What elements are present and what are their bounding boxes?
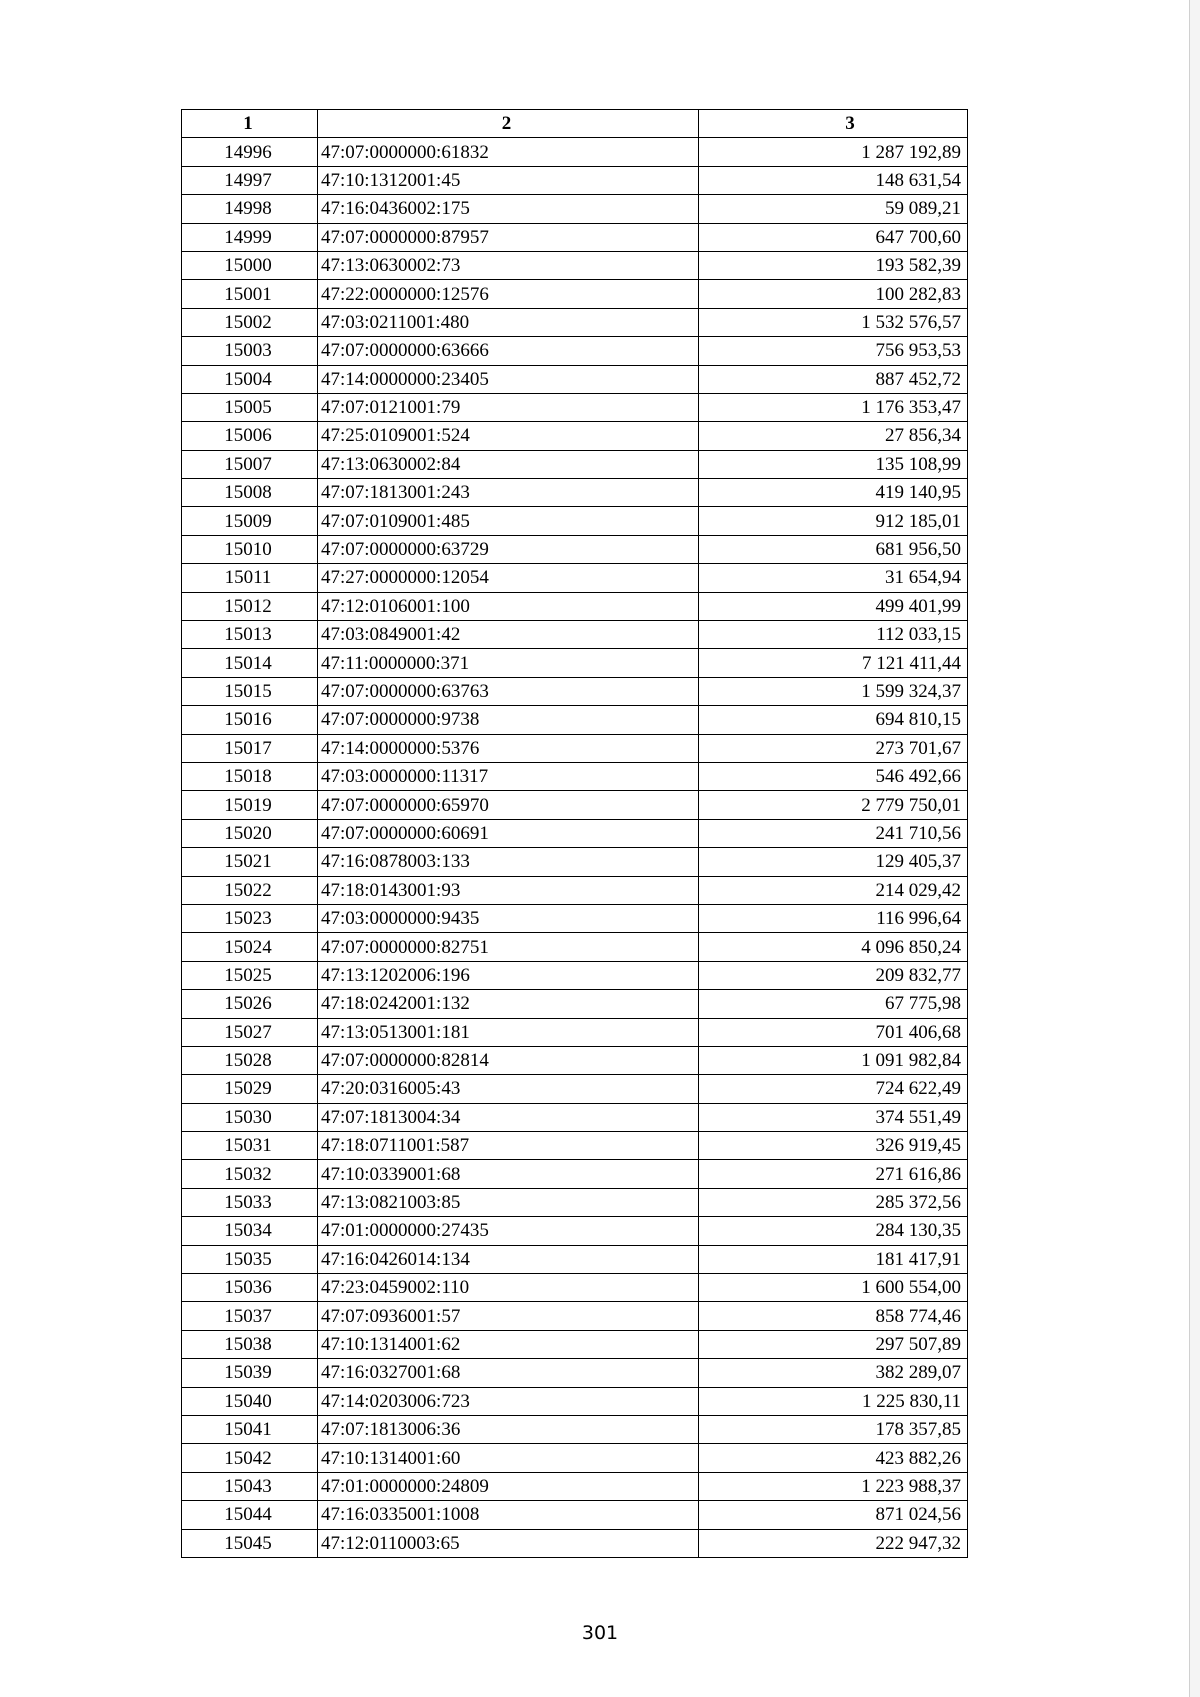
table-row xyxy=(182,734,968,762)
cadastral-value: 724 622,49 xyxy=(699,1075,968,1103)
cadastral-number: 47:13:0630002:73 xyxy=(318,251,699,279)
cadastral-value: 912 185,01 xyxy=(699,507,968,535)
row-number: 15037 xyxy=(182,1302,318,1330)
column-header-3: 3 xyxy=(699,110,968,138)
cadastral-number: 47:03:0211001:480 xyxy=(318,308,699,336)
cadastral-number: 47:18:0143001:93 xyxy=(318,876,699,904)
cadastral-number: 47:23:0459002:110 xyxy=(318,1274,699,1302)
row-number: 15001 xyxy=(182,280,318,308)
cadastral-number: 47:07:0000000:63729 xyxy=(318,535,699,563)
table-row xyxy=(182,762,968,790)
row-number: 15023 xyxy=(182,904,318,932)
cadastral-number: 47:13:1202006:196 xyxy=(318,961,699,989)
table-row xyxy=(182,1302,968,1330)
cadastral-number: 47:07:1813006:36 xyxy=(318,1415,699,1443)
cadastral-value: 116 996,64 xyxy=(699,904,968,932)
cadastral-number: 47:20:0316005:43 xyxy=(318,1075,699,1103)
row-number: 15045 xyxy=(182,1529,318,1557)
table-row xyxy=(182,904,968,932)
table-row xyxy=(182,621,968,649)
table-row xyxy=(182,1274,968,1302)
cadastral-value: 100 282,83 xyxy=(699,280,968,308)
row-number: 15024 xyxy=(182,933,318,961)
cadastral-number: 47:16:0327001:68 xyxy=(318,1359,699,1387)
row-number: 15010 xyxy=(182,535,318,563)
cadastral-number: 47:12:0106001:100 xyxy=(318,592,699,620)
cadastral-number: 47:07:0000000:61832 xyxy=(318,138,699,166)
cadastral-value: 297 507,89 xyxy=(699,1330,968,1358)
row-number: 15011 xyxy=(182,564,318,592)
table-row xyxy=(182,195,968,223)
table-row xyxy=(182,706,968,734)
row-number: 15028 xyxy=(182,1046,318,1074)
table-row xyxy=(182,1217,968,1245)
table-row xyxy=(182,961,968,989)
table-row xyxy=(182,365,968,393)
table-row xyxy=(182,251,968,279)
cadastral-number: 47:27:0000000:12054 xyxy=(318,564,699,592)
cadastral-number: 47:13:0630002:84 xyxy=(318,450,699,478)
row-number: 15041 xyxy=(182,1415,318,1443)
cadastral-number: 47:16:0335001:1008 xyxy=(318,1501,699,1529)
row-number: 15012 xyxy=(182,592,318,620)
table-row xyxy=(182,1075,968,1103)
row-number: 15042 xyxy=(182,1444,318,1472)
cadastral-value: 59 089,21 xyxy=(699,195,968,223)
cadastral-number: 47:07:0000000:65970 xyxy=(318,791,699,819)
table-row xyxy=(182,1160,968,1188)
table-row xyxy=(182,1444,968,1472)
row-number: 15040 xyxy=(182,1387,318,1415)
cadastral-value: 2 779 750,01 xyxy=(699,791,968,819)
table-row xyxy=(182,1415,968,1443)
cadastral-value: 112 033,15 xyxy=(699,621,968,649)
row-number: 15044 xyxy=(182,1501,318,1529)
table-row xyxy=(182,677,968,705)
row-number: 15006 xyxy=(182,422,318,450)
cadastral-number: 47:03:0000000:9435 xyxy=(318,904,699,932)
cadastral-value: 4 096 850,24 xyxy=(699,933,968,961)
row-number: 15043 xyxy=(182,1472,318,1500)
table-row xyxy=(182,876,968,904)
table-row xyxy=(182,791,968,819)
cadastral-number: 47:07:1813004:34 xyxy=(318,1103,699,1131)
row-number: 15039 xyxy=(182,1359,318,1387)
cadastral-value: 681 956,50 xyxy=(699,535,968,563)
table-row xyxy=(182,1245,968,1273)
cadastral-value: 326 919,45 xyxy=(699,1132,968,1160)
cadastral-number: 47:01:0000000:27435 xyxy=(318,1217,699,1245)
table-row xyxy=(182,592,968,620)
row-number: 15009 xyxy=(182,507,318,535)
row-number: 15008 xyxy=(182,479,318,507)
cadastral-value: 546 492,66 xyxy=(699,762,968,790)
row-number: 15019 xyxy=(182,791,318,819)
row-number: 15033 xyxy=(182,1188,318,1216)
cadastral-value: 858 774,46 xyxy=(699,1302,968,1330)
cadastral-number: 47:07:0000000:63763 xyxy=(318,677,699,705)
table-row xyxy=(182,308,968,336)
cadastral-value: 423 882,26 xyxy=(699,1444,968,1472)
table-body xyxy=(182,138,968,1558)
cadastral-value: 178 357,85 xyxy=(699,1415,968,1443)
table-row xyxy=(182,166,968,194)
cadastral-value: 27 856,34 xyxy=(699,422,968,450)
table-row xyxy=(182,479,968,507)
cadastral-number: 47:01:0000000:24809 xyxy=(318,1472,699,1500)
row-number: 15020 xyxy=(182,819,318,847)
row-number: 14997 xyxy=(182,166,318,194)
row-number: 15026 xyxy=(182,990,318,1018)
table-row xyxy=(182,1188,968,1216)
cadastral-value: 271 616,86 xyxy=(699,1160,968,1188)
row-number: 15025 xyxy=(182,961,318,989)
row-number: 15018 xyxy=(182,762,318,790)
cadastral-value: 499 401,99 xyxy=(699,592,968,620)
cadastral-value: 273 701,67 xyxy=(699,734,968,762)
cadastral-number: 47:07:0000000:87957 xyxy=(318,223,699,251)
table-row xyxy=(182,393,968,421)
cadastral-value-table xyxy=(181,109,968,1558)
table-row xyxy=(182,649,968,677)
row-number: 15030 xyxy=(182,1103,318,1131)
cadastral-number: 47:18:0711001:587 xyxy=(318,1132,699,1160)
cadastral-number: 47:03:0849001:42 xyxy=(318,621,699,649)
row-number: 15005 xyxy=(182,393,318,421)
cadastral-number: 47:18:0242001:132 xyxy=(318,990,699,1018)
row-number: 15027 xyxy=(182,1018,318,1046)
column-header-2: 2 xyxy=(318,110,699,138)
table-row xyxy=(182,1387,968,1415)
row-number: 15017 xyxy=(182,734,318,762)
table-row xyxy=(182,507,968,535)
row-number: 15016 xyxy=(182,706,318,734)
row-number: 15000 xyxy=(182,251,318,279)
row-number: 14999 xyxy=(182,223,318,251)
cadastral-number: 47:14:0000000:23405 xyxy=(318,365,699,393)
cadastral-number: 47:03:0000000:11317 xyxy=(318,762,699,790)
cadastral-number: 47:07:0121001:79 xyxy=(318,393,699,421)
table-row xyxy=(182,933,968,961)
cadastral-value: 1 091 982,84 xyxy=(699,1046,968,1074)
cadastral-value: 647 700,60 xyxy=(699,223,968,251)
table-row xyxy=(182,337,968,365)
table-row xyxy=(182,450,968,478)
row-number: 15032 xyxy=(182,1160,318,1188)
cadastral-value: 1 599 324,37 xyxy=(699,677,968,705)
table-row xyxy=(182,564,968,592)
cadastral-number: 47:07:0000000:82814 xyxy=(318,1046,699,1074)
cadastral-value: 419 140,95 xyxy=(699,479,968,507)
cadastral-value: 1 176 353,47 xyxy=(699,393,968,421)
cadastral-number: 47:16:0426014:134 xyxy=(318,1245,699,1273)
cadastral-number: 47:16:0436002:175 xyxy=(318,195,699,223)
row-number: 15022 xyxy=(182,876,318,904)
cadastral-value: 181 417,91 xyxy=(699,1245,968,1273)
cadastral-number: 47:13:0821003:85 xyxy=(318,1188,699,1216)
cadastral-value: 222 947,32 xyxy=(699,1529,968,1557)
row-number: 15038 xyxy=(182,1330,318,1358)
row-number: 14998 xyxy=(182,195,318,223)
table-row xyxy=(182,1046,968,1074)
cadastral-number: 47:07:1813001:243 xyxy=(318,479,699,507)
cadastral-number: 47:10:1312001:45 xyxy=(318,166,699,194)
row-number: 15035 xyxy=(182,1245,318,1273)
row-number: 15004 xyxy=(182,365,318,393)
cadastral-value: 214 029,42 xyxy=(699,876,968,904)
cadastral-value: 701 406,68 xyxy=(699,1018,968,1046)
table-header-row xyxy=(182,110,968,138)
cadastral-number: 47:22:0000000:12576 xyxy=(318,280,699,308)
cadastral-value: 284 130,35 xyxy=(699,1217,968,1245)
table-row xyxy=(182,819,968,847)
cadastral-value: 67 775,98 xyxy=(699,990,968,1018)
row-number: 15015 xyxy=(182,677,318,705)
row-number: 15031 xyxy=(182,1132,318,1160)
cadastral-value: 1 225 830,11 xyxy=(699,1387,968,1415)
cadastral-value: 135 108,99 xyxy=(699,450,968,478)
table-row xyxy=(182,223,968,251)
row-number: 15007 xyxy=(182,450,318,478)
cadastral-number: 47:07:0000000:82751 xyxy=(318,933,699,961)
cadastral-value: 129 405,37 xyxy=(699,848,968,876)
cadastral-number: 47:07:0000000:9738 xyxy=(318,706,699,734)
cadastral-value: 241 710,56 xyxy=(699,819,968,847)
table-row xyxy=(182,990,968,1018)
table-row xyxy=(182,1529,968,1557)
table-row xyxy=(182,1132,968,1160)
cadastral-value: 7 121 411,44 xyxy=(699,649,968,677)
row-number: 15036 xyxy=(182,1274,318,1302)
cadastral-number: 47:07:0109001:485 xyxy=(318,507,699,535)
row-number: 15002 xyxy=(182,308,318,336)
table-row xyxy=(182,1018,968,1046)
cadastral-number: 47:07:0936001:57 xyxy=(318,1302,699,1330)
cadastral-value: 193 582,39 xyxy=(699,251,968,279)
table-row xyxy=(182,848,968,876)
column-header-1: 1 xyxy=(182,110,318,138)
page-number: 301 xyxy=(581,1622,619,1644)
table-row xyxy=(182,422,968,450)
row-number: 15003 xyxy=(182,337,318,365)
table-row xyxy=(182,1472,968,1500)
cadastral-value: 871 024,56 xyxy=(699,1501,968,1529)
cadastral-value: 694 810,15 xyxy=(699,706,968,734)
table-row xyxy=(182,1330,968,1358)
page-right-edge xyxy=(1189,0,1200,1697)
cadastral-value: 374 551,49 xyxy=(699,1103,968,1131)
table-row xyxy=(182,138,968,166)
row-number: 15021 xyxy=(182,848,318,876)
cadastral-value: 209 832,77 xyxy=(699,961,968,989)
table-row xyxy=(182,1501,968,1529)
row-number: 15034 xyxy=(182,1217,318,1245)
cadastral-number: 47:07:0000000:60691 xyxy=(318,819,699,847)
cadastral-value: 1 600 554,00 xyxy=(699,1274,968,1302)
table-row xyxy=(182,280,968,308)
cadastral-value: 1 532 576,57 xyxy=(699,308,968,336)
cadastral-number: 47:12:0110003:65 xyxy=(318,1529,699,1557)
cadastral-value: 1 287 192,89 xyxy=(699,138,968,166)
row-number: 15014 xyxy=(182,649,318,677)
cadastral-value: 1 223 988,37 xyxy=(699,1472,968,1500)
table-row xyxy=(182,535,968,563)
cadastral-number: 47:14:0203006:723 xyxy=(318,1387,699,1415)
cadastral-number: 47:10:1314001:60 xyxy=(318,1444,699,1472)
table-row xyxy=(182,1359,968,1387)
row-number: 15029 xyxy=(182,1075,318,1103)
table-row xyxy=(182,1103,968,1131)
cadastral-value: 285 372,56 xyxy=(699,1188,968,1216)
cadastral-value: 382 289,07 xyxy=(699,1359,968,1387)
cadastral-number: 47:16:0878003:133 xyxy=(318,848,699,876)
cadastral-number: 47:13:0513001:181 xyxy=(318,1018,699,1046)
cadastral-number: 47:14:0000000:5376 xyxy=(318,734,699,762)
cadastral-number: 47:10:1314001:62 xyxy=(318,1330,699,1358)
cadastral-number: 47:07:0000000:63666 xyxy=(318,337,699,365)
cadastral-number: 47:25:0109001:524 xyxy=(318,422,699,450)
cadastral-number: 47:10:0339001:68 xyxy=(318,1160,699,1188)
row-number: 14996 xyxy=(182,138,318,166)
cadastral-value: 756 953,53 xyxy=(699,337,968,365)
cadastral-value: 31 654,94 xyxy=(699,564,968,592)
row-number: 15013 xyxy=(182,621,318,649)
cadastral-number: 47:11:0000000:371 xyxy=(318,649,699,677)
cadastral-value: 148 631,54 xyxy=(699,166,968,194)
cadastral-value: 887 452,72 xyxy=(699,365,968,393)
